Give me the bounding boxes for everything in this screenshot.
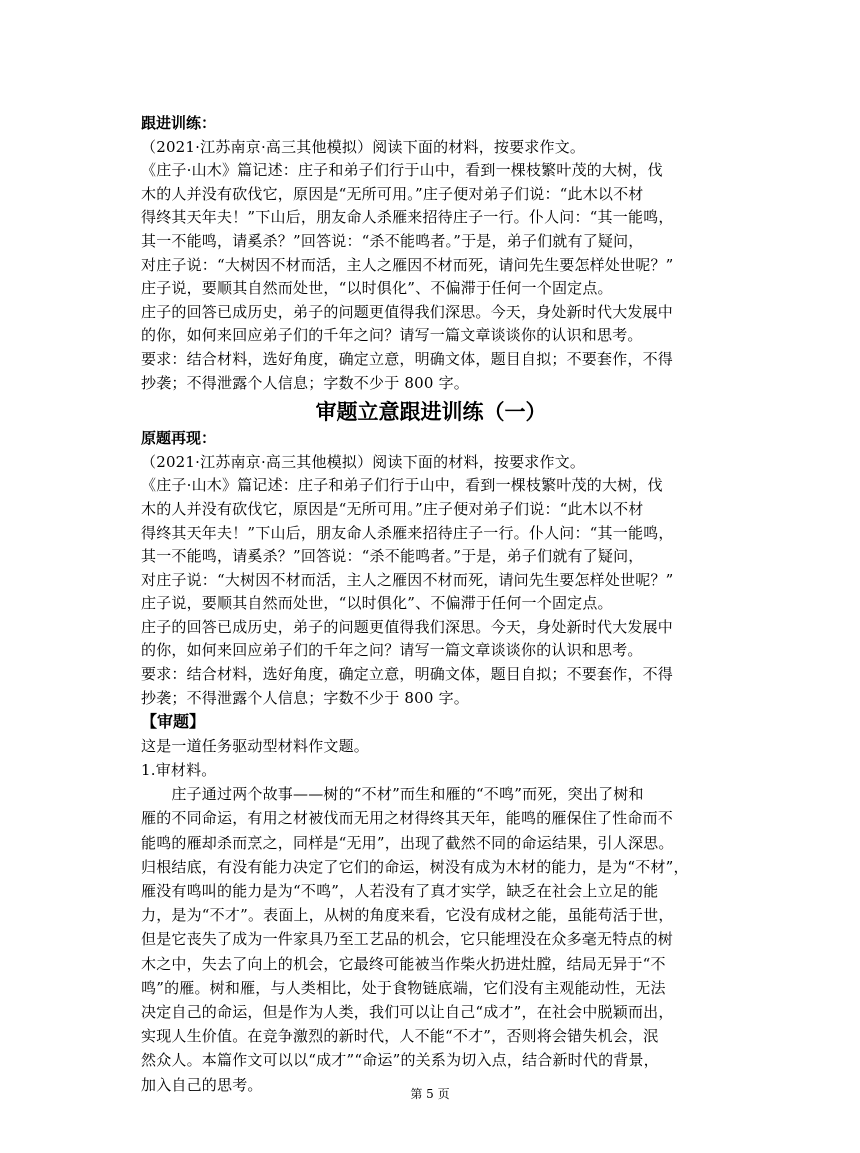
practice-section xyxy=(141,112,721,395)
document-page xyxy=(141,112,721,1097)
page-footer: 第 5 页 xyxy=(410,1087,450,1101)
analysis-line: 雁的不同命运，有用之材被伐而无用之材得终其天年，能鸣的雁保住了性命而不 xyxy=(141,809,674,828)
practice-line: 抄袭；不得泄露个人信息；字数不少于 800 字。 xyxy=(141,373,469,392)
practice-line: 对庄子说：“大树因不材而活，主人之雁因不材而死，请问先生要怎样处世呢？” xyxy=(141,255,674,274)
practice-line: 其一不能鸣，请奚杀？”回答说：“杀不能鸣者。”于是，弟子们就有了疑问， xyxy=(141,231,644,250)
analysis-line: 实现人生价值。在竞争激烈的新时代，人不能“不才”，否则将会错失机会，泯 xyxy=(141,1027,659,1046)
original-line: 《庄子·山木》篇记述：庄子和弟子们行于山中，看到一棵枝繁叶茂的大树，伐 xyxy=(141,476,663,495)
analysis-heading: 【审题】 xyxy=(141,712,206,732)
analysis-line: 庄子通过两个故事——树的“不材”而生和雁的“不鸣”而死，突出了树和 xyxy=(141,785,644,804)
analysis-section xyxy=(141,710,721,1097)
original-line: 的你，如何来回应弟子们的千年之问？请写一篇文章谈谈你的认识和思考。 xyxy=(141,641,643,660)
original-line: （2021·江苏南京·高三其他模拟）阅读下面的材料，按要求作文。 xyxy=(141,452,586,471)
original-line: 庄子的回答已成历史，弟子的问题更值得我们深思。今天，身处新时代大发展中 xyxy=(141,617,674,636)
practice-line: （2021·江苏南京·高三其他模拟）阅读下面的材料，按要求作文。 xyxy=(141,137,586,156)
practice-heading: 跟进训练： xyxy=(141,114,217,132)
practice-line: 的你，如何来回应弟子们的千年之问？请写一篇文章谈谈你的认识和思考。 xyxy=(141,326,643,345)
original-line: 对庄子说：“大树因不材而活，主人之雁因不材而死，请问先生要怎样处世呢？” xyxy=(141,570,674,589)
practice-line: 庄子说，要顺其自然而处世，“以时俱化”、不偏滞于任何一个固定点。 xyxy=(141,279,613,298)
page-title: 审题立意跟进训练（一） xyxy=(315,400,547,425)
practice-line: 要求：结合材料，选好角度，确定立意，明确文体，题目自拟；不要套作，不得 xyxy=(141,349,674,368)
analysis-point: 1.审材料。 xyxy=(141,761,217,780)
practice-line: 得终其天年夫！”下山后，朋友命人杀雁来招待庄子一行。仆人问：“其一能鸣， xyxy=(141,208,674,227)
original-line: 要求：结合材料，选好角度，确定立意，明确文体，题目自拟；不要套作，不得 xyxy=(141,665,674,684)
original-line: 其一不能鸣，请奚杀？”回答说：“杀不能鸣者。”于是，弟子们就有了疑问， xyxy=(141,547,644,566)
analysis-line: 然众人。本篇作文可以以“成才”“命运”的关系为切入点，结合新时代的背景， xyxy=(141,1051,659,1070)
practice-line: 庄子的回答已成历史，弟子的问题更值得我们深思。今天，身处新时代大发展中 xyxy=(141,302,674,321)
analysis-line: 鸣”的雁。树和雁，与人类相比，处于食物链底端，它们没有主观能动性，无法 xyxy=(141,978,666,997)
analysis-line: 加入自己的思考。 xyxy=(141,1075,263,1094)
original-line: 抄袭；不得泄露个人信息；字数不少于 800 字。 xyxy=(141,688,469,707)
analysis-line: 归根结底，有没有能力决定了它们的命运，树没有成为木材的能力，是为“不材”， xyxy=(141,857,689,876)
practice-line: 木的人并没有砍伐它，原因是“无所可用。”庄子便对弟子们说：“此木以不材 xyxy=(141,184,644,203)
practice-line: 《庄子·山木》篇记述：庄子和弟子们行于山中，看到一棵枝繁叶茂的大树，伐 xyxy=(141,161,663,180)
analysis-line: 力，是为“不才”。表面上，从树的角度来看，它没有成材之能，虽能苟活于世， xyxy=(141,906,674,925)
original-heading: 原题再现： xyxy=(141,429,217,448)
analysis-line: 木之中，失去了向上的机会，它最终可能被当作柴火扔进灶膛，结局无异于“不 xyxy=(141,954,666,973)
original-section xyxy=(141,427,721,710)
original-line: 庄子说，要顺其自然而处世，“以时俱化”、不偏滞于任何一个固定点。 xyxy=(141,594,613,613)
analysis-intro: 这是一道任务驱动型材料作文题。 xyxy=(141,736,370,755)
analysis-line: 但是它丧失了成为一件家具乃至工艺品的机会，它只能埋没在众多毫无特点的树 xyxy=(141,930,674,949)
analysis-line: 能鸣的雁却杀而烹之，同样是“无用”，出现了截然不同的命运结果，引人深思。 xyxy=(141,833,674,852)
original-line: 木的人并没有砍伐它，原因是“无所可用。”庄子便对弟子们说：“此木以不材 xyxy=(141,499,644,518)
analysis-line: 雁没有鸣叫的能力是为“不鸣”，人若没有了真才实学，缺乏在社会上立足的能 xyxy=(141,882,659,901)
original-line: 得终其天年夫！”下山后，朋友命人杀雁来招待庄子一行。仆人问：“其一能鸣， xyxy=(141,523,674,542)
analysis-line: 决定自己的命运，但是作为人类，我们可以让自己“成才”，在社会中脱颖而出， xyxy=(141,1003,674,1022)
